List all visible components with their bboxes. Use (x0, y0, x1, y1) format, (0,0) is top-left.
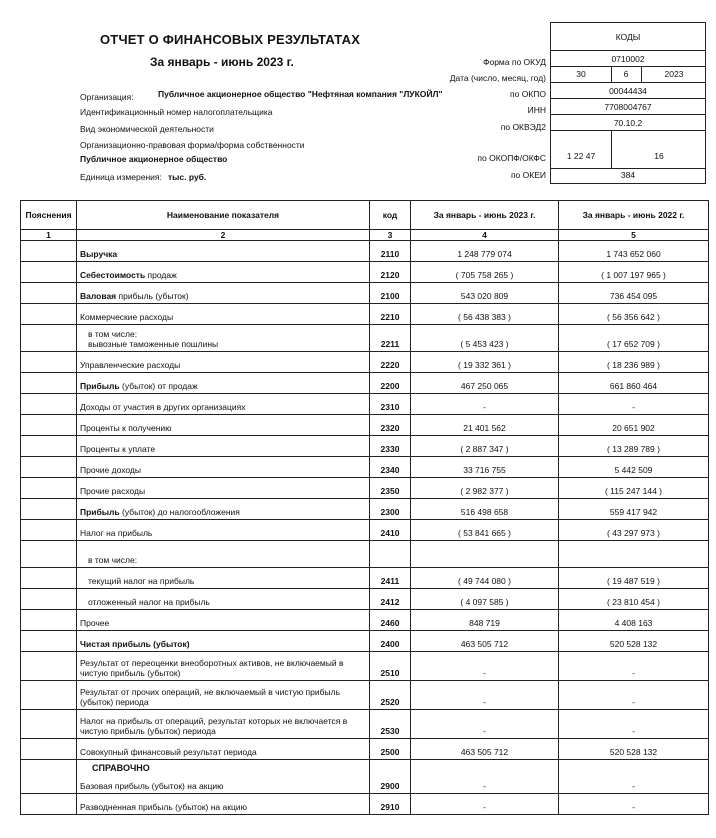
row-previous-value: ( 56 356 642 ) (559, 304, 709, 325)
row-code: 2210 (370, 304, 411, 325)
row-current-value: 33 716 755 (411, 457, 559, 478)
row-notes (21, 710, 77, 739)
row-label (77, 541, 370, 568)
row-label-text: Результат от прочих операций, не включаемый в чистую прибыль (убыток) периода (80, 687, 341, 707)
row-previous-value: ( 18 236 989 ) (559, 352, 709, 373)
row-current-value: - (411, 760, 559, 794)
okpo-label: по ОКПО (510, 89, 546, 99)
okpo-code: 00044434 (551, 83, 705, 99)
row-previous-value: 736 454 095 (559, 283, 709, 304)
inn-code-label: ИНН (527, 105, 546, 115)
row-label (77, 325, 370, 352)
table-row (21, 373, 709, 394)
table-row (21, 710, 709, 739)
row-label-text: Разводненная прибыль (убыток) на акцию (80, 802, 247, 812)
unit-label: Единица измерения: (80, 172, 162, 182)
row-current-value: ( 53 841 665 ) (411, 520, 559, 541)
table-row (21, 241, 709, 262)
row-current-value: ( 4 097 585 ) (411, 589, 559, 610)
row-current-value: - (411, 681, 559, 710)
row-label-text: в том числе: (88, 555, 138, 565)
row-current-value: ( 56 438 383 ) (411, 304, 559, 325)
row-label (77, 681, 370, 710)
header-name: Наименование показателя (77, 201, 370, 230)
row-notes (21, 325, 77, 352)
row-notes (21, 610, 77, 631)
row-label (77, 304, 370, 325)
row-label-text: Совокупный финансовый результат периода (80, 747, 257, 757)
row-label (77, 610, 370, 631)
date-month: 6 (623, 69, 629, 79)
row-previous-value: 520 528 132 (559, 739, 709, 760)
date-day: 30 (576, 69, 586, 79)
table-row (21, 794, 709, 815)
table-row (21, 610, 709, 631)
row-code: 2530 (370, 710, 411, 739)
row-notes (21, 520, 77, 541)
row-label (77, 283, 370, 304)
okopf-row (551, 131, 705, 169)
row-notes (21, 394, 77, 415)
row-notes (21, 283, 77, 304)
divider (641, 67, 642, 83)
row-current-value: ( 705 758 265 ) (411, 262, 559, 283)
table-row (21, 499, 709, 520)
table-row (21, 394, 709, 415)
row-previous-value: - (559, 710, 709, 739)
row-code: 2340 (370, 457, 411, 478)
row-code: 2411 (370, 568, 411, 589)
row-previous-value: - (559, 652, 709, 681)
report-period: За январь - июнь 2023 г. (150, 55, 294, 69)
row-current-value: 516 498 658 (411, 499, 559, 520)
row-label (77, 373, 370, 394)
table-row (21, 436, 709, 457)
row-label (77, 520, 370, 541)
row-label (77, 352, 370, 373)
row-notes (21, 478, 77, 499)
row-current-value: - (411, 794, 559, 815)
row-label (77, 710, 370, 739)
row-label-text: Результат от переоценки внеоборотных активов, не включаемый в чистую прибыль (убыток) (80, 658, 344, 678)
header-code: код (370, 201, 411, 230)
row-label (77, 436, 370, 457)
table-row (21, 520, 709, 541)
row-code: 2120 (370, 262, 411, 283)
row-code: 2220 (370, 352, 411, 373)
index-cell: 5 (559, 230, 709, 241)
row-previous-value: 5 442 509 (559, 457, 709, 478)
row-current-value (411, 541, 559, 568)
row-label-bold: Себестоимость (80, 270, 146, 280)
table-row (21, 352, 709, 373)
row-label (77, 652, 370, 681)
row-current-value: - (411, 652, 559, 681)
row-label (77, 589, 370, 610)
okud-label: Форма по ОКУД (483, 57, 546, 67)
legal-form-value: Публичное акционерное общество (80, 154, 228, 164)
row-previous-value: 1 743 652 060 (559, 241, 709, 262)
row-previous-value: 20 651 902 (559, 415, 709, 436)
row-label-bold: Прибыль (80, 507, 120, 517)
okei-label: по ОКЕИ (510, 170, 546, 180)
table-row (21, 325, 709, 352)
row-notes (21, 415, 77, 436)
row-label (77, 631, 370, 652)
okopf-label: по ОКОПФ/ОКФС (477, 153, 546, 163)
okfs-code: 16 (654, 151, 664, 161)
table-row (21, 541, 709, 568)
inn-code: 7708004767 (551, 99, 705, 115)
row-label-text: (убыток) до налогообложения (119, 507, 240, 517)
row-label (77, 760, 370, 794)
row-label-text: Коммерческие расходы (80, 312, 174, 322)
row-previous-value: ( 23 810 454 ) (559, 589, 709, 610)
row-label-text: Управленческие расходы (80, 360, 181, 370)
row-code: 2110 (370, 241, 411, 262)
row-code: 2900 (370, 760, 411, 794)
index-cell: 2 (77, 230, 370, 241)
row-previous-value: ( 1 007 197 965 ) (559, 262, 709, 283)
row-code: 2520 (370, 681, 411, 710)
row-notes (21, 352, 77, 373)
header-notes: Пояснения (21, 201, 77, 230)
row-code (370, 541, 411, 568)
row-previous-value: - (559, 394, 709, 415)
table-row (21, 568, 709, 589)
row-previous-value: ( 19 487 519 ) (559, 568, 709, 589)
row-label-text: отложенный налог на прибыль (88, 597, 210, 607)
row-label-text: Прочие доходы (80, 465, 141, 475)
row-notes (21, 262, 77, 283)
index-cell: 4 (411, 230, 559, 241)
row-label (77, 457, 370, 478)
index-cell: 3 (370, 230, 411, 241)
row-code: 2200 (370, 373, 411, 394)
row-current-value: 21 401 562 (411, 415, 559, 436)
row-label (77, 739, 370, 760)
row-current-value: ( 2 982 377 ) (411, 478, 559, 499)
row-label-text: текущий налог на прибыль (88, 576, 195, 586)
row-previous-value: 661 860 464 (559, 373, 709, 394)
row-label-text: Базовая прибыль (убыток) на акцию (80, 781, 224, 791)
row-label-text: Налог на прибыль (80, 528, 153, 538)
row-notes (21, 304, 77, 325)
row-previous-value: - (559, 681, 709, 710)
row-current-value: 848 719 (411, 610, 559, 631)
table-row (21, 652, 709, 681)
row-previous-value: ( 13 289 789 ) (559, 436, 709, 457)
header-current-period: За январь - июнь 2023 г. (411, 201, 559, 230)
row-previous-value: - (559, 794, 709, 815)
row-code: 2510 (370, 652, 411, 681)
row-label (77, 794, 370, 815)
row-current-value: ( 49 744 080 ) (411, 568, 559, 589)
legal-form-label: Организационно-правовая форма/форма собственности (80, 140, 305, 150)
org-label: Организация: (80, 92, 134, 102)
table-row (21, 415, 709, 436)
row-code: 2330 (370, 436, 411, 457)
row-previous-value: - (559, 760, 709, 794)
row-current-value: ( 2 887 347 ) (411, 436, 559, 457)
okved-label: по ОКВЭД2 (500, 122, 546, 132)
row-label-text: продаж (145, 270, 177, 280)
row-label-text: (убыток) от продаж (119, 381, 198, 391)
table-row (21, 631, 709, 652)
row-current-value: 463 505 712 (411, 631, 559, 652)
table-row (21, 760, 709, 794)
row-notes (21, 457, 77, 478)
row-previous-value: ( 43 297 973 ) (559, 520, 709, 541)
row-notes (21, 681, 77, 710)
row-code: 2300 (370, 499, 411, 520)
okud-code: 0710002 (551, 51, 705, 67)
date-label: Дата (число, месяц, год) (449, 73, 546, 83)
inn-label: Идентификационный номер налогоплательщика (80, 107, 273, 117)
table-row (21, 681, 709, 710)
row-notes (21, 631, 77, 652)
financial-results-table (20, 200, 709, 815)
row-current-value: 463 505 712 (411, 739, 559, 760)
row-label-text: Проценты к получению (80, 423, 172, 433)
row-notes (21, 652, 77, 681)
row-current-value: - (411, 394, 559, 415)
row-label-text: Доходы от участия в других организациях (80, 402, 246, 412)
row-code: 2500 (370, 739, 411, 760)
org-value: Публичное акционерное общество "Нефтяная компания "ЛУКОЙЛ" (158, 89, 443, 99)
row-sublabel: СПРАВОЧНО (92, 763, 150, 773)
okopf-code: 1 22 47 (566, 151, 596, 161)
row-previous-value: 4 408 163 (559, 610, 709, 631)
row-notes (21, 794, 77, 815)
row-notes (21, 568, 77, 589)
row-notes (21, 499, 77, 520)
codes-header: КОДЫ (551, 23, 705, 51)
row-label (77, 241, 370, 262)
table-row (21, 739, 709, 760)
row-label-text: вывозные таможенные пошлины (88, 339, 219, 349)
row-previous-value: ( 17 652 709 ) (559, 325, 709, 352)
row-label-bold: Валовая (80, 291, 117, 301)
codes-box (550, 22, 706, 184)
row-label (77, 415, 370, 436)
row-code: 2320 (370, 415, 411, 436)
table-row (21, 304, 709, 325)
table-row (21, 589, 709, 610)
row-previous-value: ( 115 247 144 ) (559, 478, 709, 499)
row-label-text: Налог на прибыль от операций, результат которых не включается в чистую прибыль (убыток) периода (80, 716, 348, 736)
activity-label: Вид экономической деятельности (80, 124, 214, 134)
row-sublabel: в том числе: (88, 329, 138, 339)
row-previous-value: 520 528 132 (559, 631, 709, 652)
row-notes (21, 436, 77, 457)
table-row (21, 457, 709, 478)
row-code: 2460 (370, 610, 411, 631)
row-notes (21, 373, 77, 394)
index-cell: 1 (21, 230, 77, 241)
row-label-bold: Прибыль (80, 381, 120, 391)
row-label (77, 394, 370, 415)
row-notes (21, 589, 77, 610)
row-code: 2910 (370, 794, 411, 815)
okei-code: 384 (620, 170, 636, 180)
row-previous-value: 559 417 942 (559, 499, 709, 520)
row-label-bold: Выручка (80, 249, 118, 259)
row-current-value: 1 248 779 074 (411, 241, 559, 262)
row-code: 2412 (370, 589, 411, 610)
row-label-bold: Чистая прибыль (убыток) (80, 639, 190, 649)
row-label (77, 478, 370, 499)
row-code: 2100 (370, 283, 411, 304)
row-label (77, 499, 370, 520)
divider (611, 131, 612, 169)
row-notes (21, 241, 77, 262)
row-notes (21, 739, 77, 760)
row-notes (21, 541, 77, 568)
row-label (77, 262, 370, 283)
row-code: 2410 (370, 520, 411, 541)
okved-code: 70.10.2 (551, 115, 705, 131)
row-current-value: ( 5 453 423 ) (411, 325, 559, 352)
row-code: 2350 (370, 478, 411, 499)
row-current-value: ( 19 332 361 ) (411, 352, 559, 373)
table-row (21, 262, 709, 283)
row-current-value: 543 020 809 (411, 283, 559, 304)
header-previous-period: За январь - июнь 2022 г. (559, 201, 709, 230)
row-label-text: Прочее (80, 618, 110, 628)
row-label-text: Прочие расходы (80, 486, 146, 496)
table-row (21, 283, 709, 304)
unit-value: тыс. руб. (168, 172, 207, 182)
divider (611, 67, 612, 83)
row-code: 2310 (370, 394, 411, 415)
report-title: ОТЧЕТ О ФИНАНСОВЫХ РЕЗУЛЬТАТАХ (100, 32, 361, 47)
row-previous-value (559, 541, 709, 568)
date-year: 2023 (664, 69, 684, 79)
table-row (21, 478, 709, 499)
row-label (77, 568, 370, 589)
row-label-text: Проценты к уплате (80, 444, 156, 454)
row-current-value: 467 250 065 (411, 373, 559, 394)
row-code: 2211 (370, 325, 411, 352)
row-label-text: прибыль (убыток) (116, 291, 189, 301)
row-notes (21, 760, 77, 794)
row-current-value: - (411, 710, 559, 739)
row-code: 2400 (370, 631, 411, 652)
